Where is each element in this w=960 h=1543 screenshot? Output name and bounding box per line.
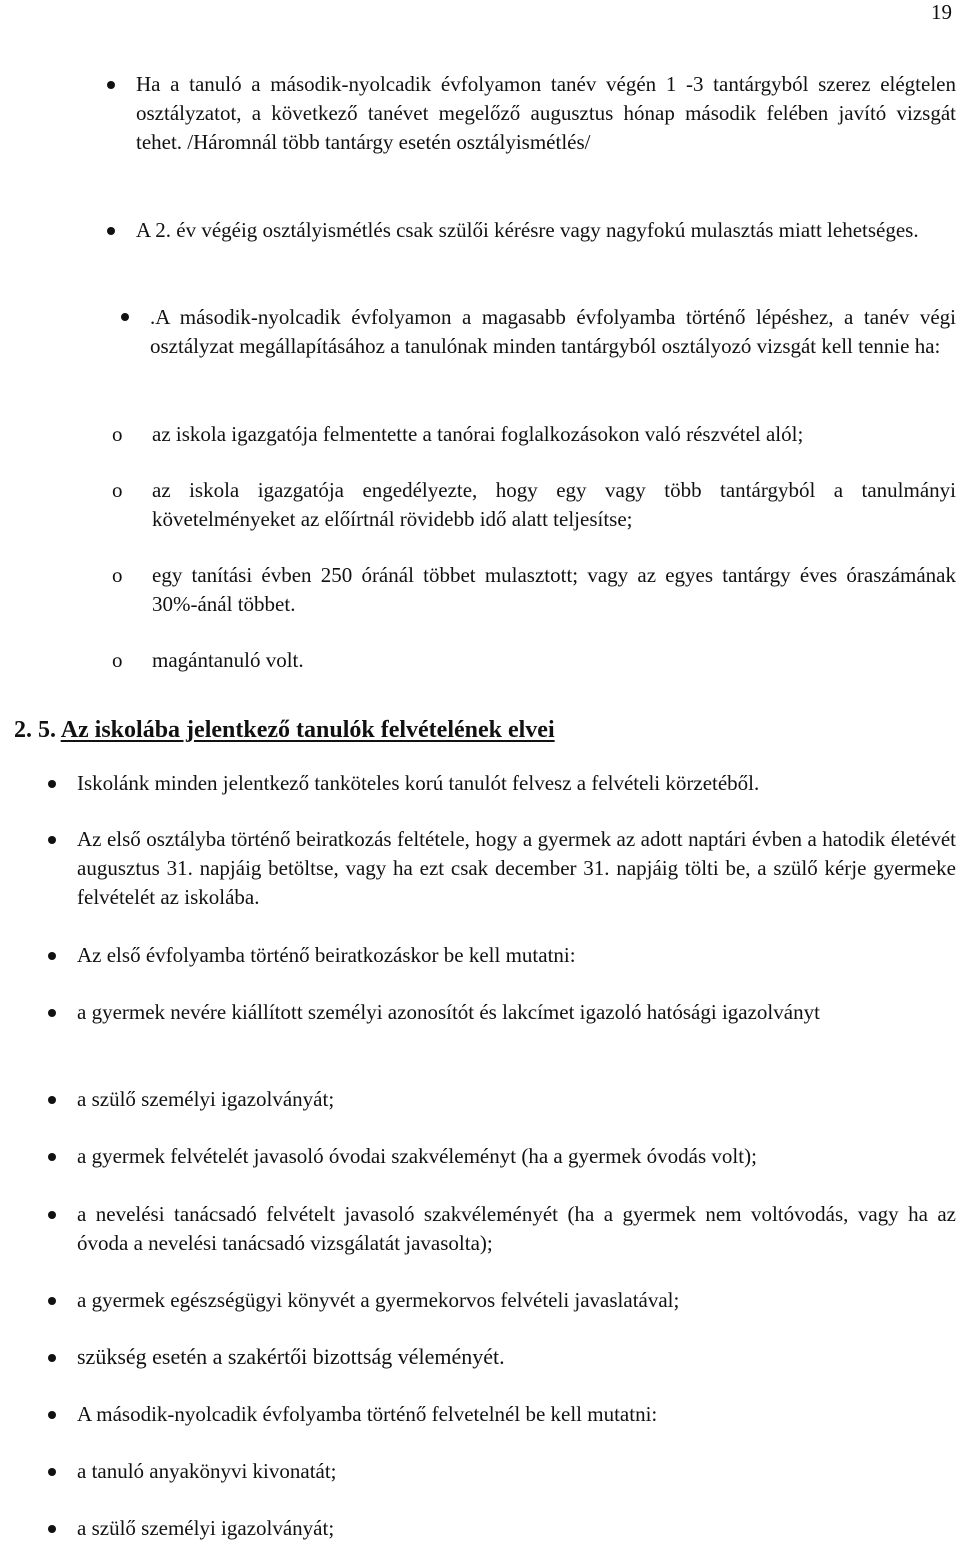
bullet-icon	[48, 1211, 56, 1219]
list-item-text: a szülő személyi igazolványát;	[77, 1516, 335, 1540]
bullet-icon	[48, 1354, 56, 1362]
list-item-text: szükség esetén a szakértői bizottság véleményét.	[77, 1344, 505, 1369]
list-item-text: a gyermek egészségügyi könyvét a gyermekorvos felvételi javaslatával;	[77, 1288, 680, 1312]
list-item-text: a nevelési tanácsadó felvételt javasoló szakvéleményét (ha a gyermek nem voltóvodás, vagy ha az óvoda a nevelési tanácsadó vizsgálatát javasolta);	[77, 1202, 956, 1255]
list-item-text: .A második-nyolcadik évfolyamon a magasabb évfolyamba történő lépéshez, a tanév végi osztályzat megállapításához a tanulónak minden tantárgyból osztályozó vizsgát kell tennie ha:	[150, 305, 956, 358]
list-item-text: Iskolánk minden jelentkező tanköteles korú tanulót felvesz a felvételi körzetéből.	[77, 771, 760, 795]
bullet-icon	[107, 227, 115, 235]
list-item-text: a gyermek felvételét javasoló óvodai szakvéleményt (ha a gyermek óvodás volt);	[77, 1144, 757, 1168]
section-title: Az iskolába jelentkező tanulók felvételének elvei	[60, 717, 555, 743]
circle-bullet-icon: o	[112, 422, 123, 446]
sub-list-item-text: az iskola igazgatója felmentette a tanórai foglalkozásokon való részvétel alól;	[152, 422, 804, 446]
bullet-icon	[48, 1411, 56, 1419]
list-item-text: Ha a tanuló a második-nyolcadik évfolyamon tanév végén 1 -3 tantárgyból szerez elégtelen osztályzatot, a következő tanévet megelőző augusztus hónap második felében javító vizsgát tehet. /Háromnál több tantárgy esetén osztályismétlés/	[136, 72, 956, 154]
list-item-text: Az első osztályba történő beiratkozás feltétele, hogy a gyermek az adott naptári évben a hatodik életévét augusztus 31. napjáig betöltse, vagy ha ezt csak december 31. napjáig tölti be, a szülő kérje gyermeke felvételét az iskolába.	[77, 827, 956, 909]
bullet-icon	[48, 780, 56, 788]
list-item-text: a szülő személyi igazolványát;	[77, 1087, 335, 1111]
list-item-text: A 2. év végéig osztályismétlés csak szülői kérésre vagy nagyfokú mulasztás miatt lehetséges.	[136, 218, 919, 242]
section-number: 2. 5.	[14, 717, 56, 743]
list-item-text: A második-nyolcadik évfolyamba történő felvetelnél be kell mutatni:	[77, 1402, 658, 1426]
sub-list-item-text: egy tanítási évben 250 óránál többet mulasztott; vagy az egyes tantárgy éves óraszámának 30%-ánál többet.	[152, 563, 956, 616]
circle-bullet-icon: o	[112, 648, 123, 672]
bullet-icon	[48, 1297, 56, 1305]
bullet-icon	[107, 81, 115, 89]
bullet-icon	[48, 1096, 56, 1104]
circle-bullet-icon: o	[112, 478, 123, 502]
bullet-icon	[121, 313, 129, 321]
bullet-icon	[48, 1468, 56, 1476]
sub-list-item-text: magántanuló volt.	[152, 648, 304, 672]
list-item-text: a gyermek nevére kiállított személyi azonosítót és lakcímet igazoló hatósági igazolványt	[77, 1000, 820, 1024]
circle-bullet-icon: o	[112, 563, 123, 587]
page-number: 19	[931, 0, 952, 24]
bullet-icon	[48, 1153, 56, 1161]
list-item-text: a tanuló anyakönyvi kivonatát;	[77, 1459, 337, 1483]
bullet-icon	[48, 1009, 56, 1017]
bullet-icon	[48, 1525, 56, 1533]
section-heading	[14, 715, 555, 745]
sub-list-item-text: az iskola igazgatója engedélyezte, hogy egy vagy több tantárgyból a tanulmányi követelményeket az előírtnál rövidebb idő alatt teljesítse;	[152, 478, 956, 531]
bullet-icon	[48, 952, 56, 960]
list-item-text: Az első évfolyamba történő beiratkozáskor be kell mutatni:	[77, 943, 576, 967]
bullet-icon	[48, 836, 56, 844]
